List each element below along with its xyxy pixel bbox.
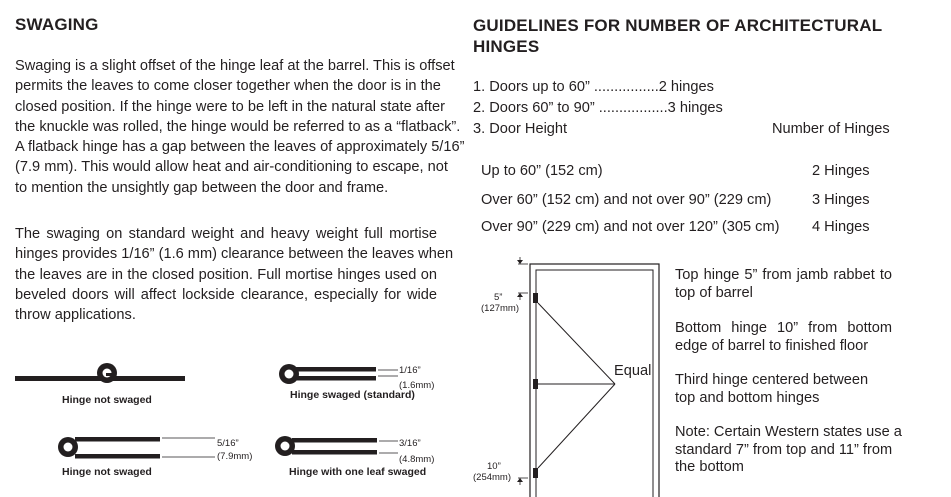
- para2-line: the leaves are in the closed position. Full mortise hinges used on: [15, 266, 437, 283]
- fig2-caption: Hinge swaged (standard): [290, 389, 415, 401]
- note-line: the bottom: [675, 459, 744, 475]
- guidelines-heading-line1: GUIDELINES FOR NUMBER OF ARCHITECTURAL: [473, 16, 883, 35]
- hinge-swaged-standard-drawing: [279, 364, 398, 384]
- equal-label: Equal: [614, 363, 652, 379]
- para1-line: to mention the unsightly gap between the door and frame.: [15, 179, 389, 196]
- note-line: Bottom hinge 10” from bottom: [675, 320, 892, 336]
- note-line: Note: Certain Western states use a: [675, 424, 902, 440]
- para1-line: permits the leaves to come closer together when the door is in the: [15, 78, 441, 95]
- table-row-hinges: 3 Hinges: [812, 192, 870, 208]
- note-line: Third hinge centered between: [675, 372, 869, 388]
- list-item-dots: .................: [598, 100, 668, 116]
- fig2-dim-frac: 1/16”: [399, 365, 421, 376]
- para1-line: Swaging is a slight offset of the hinge leaf at the barrel. This is offset: [15, 58, 455, 74]
- list-item: [473, 77, 723, 98]
- list-item-value: 3 hinges: [667, 100, 723, 116]
- note-line: edge of barrel to finished floor: [675, 337, 869, 354]
- fig3-caption: Hinge not swaged: [62, 466, 152, 478]
- bottom-dim-mm: (254mm): [473, 472, 512, 483]
- swaging-paragraph-2: [15, 224, 454, 325]
- table-row-height: Over 60” (152 cm) and not over 90” (229 cm): [481, 192, 772, 208]
- fig4-dim-frac: 3/16”: [399, 438, 421, 449]
- hinge-not-swaged-drawing-1: [15, 363, 185, 383]
- guidelines-heading-line2: HINGES: [473, 37, 540, 56]
- note-third-hinge: [675, 372, 892, 407]
- hinge-not-swaged-drawing-2: [58, 437, 215, 459]
- fig1-caption: Hinge not swaged: [62, 394, 152, 406]
- table-row-height: Up to 60” (152 cm): [481, 163, 603, 179]
- note-top-hinge: [675, 267, 892, 302]
- note-bottom-hinge: [675, 320, 892, 355]
- para1-line: the knuckle was rolled, the hinge would be referred to as a “flatback”.: [15, 118, 461, 135]
- fig3-dim-mm: (7.9mm): [217, 451, 253, 462]
- para2-line: beveled doors will affect lockside clearance, especially for wide: [15, 286, 437, 303]
- list-item-3-label: 3. Door Height: [473, 121, 568, 137]
- top-dim-inches: 5”: [494, 292, 503, 303]
- fig4-dim-mm: (4.8mm): [399, 454, 435, 465]
- hinge-one-leaf-swaged-drawing: [275, 436, 398, 456]
- number-of-hinges-header: Number of Hinges: [772, 121, 890, 137]
- top-dim-mm: (127mm): [481, 303, 520, 314]
- swaging-paragraph-1: [15, 56, 465, 198]
- list-item-value: 2 hinges: [658, 79, 714, 95]
- list-item: [473, 98, 723, 119]
- fig4-caption: Hinge with one leaf swaged: [289, 466, 427, 478]
- para1-line: (7.9 mm). This would allow heat and air-conditioning to escape, not: [15, 159, 448, 176]
- para2-line: The swaging on standard weight and heavy weight full mortise: [15, 226, 437, 242]
- list-item-dots: ................: [593, 79, 659, 95]
- note-line: top and bottom hinges: [675, 389, 820, 406]
- para2-line: throw applications.: [15, 307, 136, 324]
- table-row-hinges: 2 Hinges: [812, 163, 870, 179]
- note-line: top of barrel: [675, 284, 753, 301]
- para1-line: A flatback hinge has a gap between the leaves of approximately 5/16”: [15, 139, 465, 156]
- para2-line: hinges provides 1/16” (1.6 mm) clearance between the leaves when: [15, 246, 454, 263]
- table-row-hinges: 4 Hinges: [812, 219, 870, 235]
- list-item-label: 1. Doors up to 60”: [473, 79, 594, 95]
- table-row-height: Over 90” (229 cm) and not over 120” (305 cm): [481, 219, 780, 235]
- note-line: standard 7” from top and 11” from: [675, 441, 893, 458]
- para1-line: closed position. If the hinge were to be left in the natural state after: [15, 98, 445, 115]
- note-western-states: [675, 424, 902, 477]
- fig2-dim-mm: (1.6mm): [399, 380, 435, 391]
- swaging-heading: SWAGING: [15, 15, 99, 34]
- list-item-label: 2. Doors 60” to 90”: [473, 100, 599, 116]
- note-line: Top hinge 5” from jamb rabbet to: [675, 267, 892, 283]
- fig3-dim-frac: 5/16”: [217, 438, 239, 449]
- bottom-dim-inches: 10”: [487, 461, 501, 472]
- guidelines-list: [473, 77, 723, 119]
